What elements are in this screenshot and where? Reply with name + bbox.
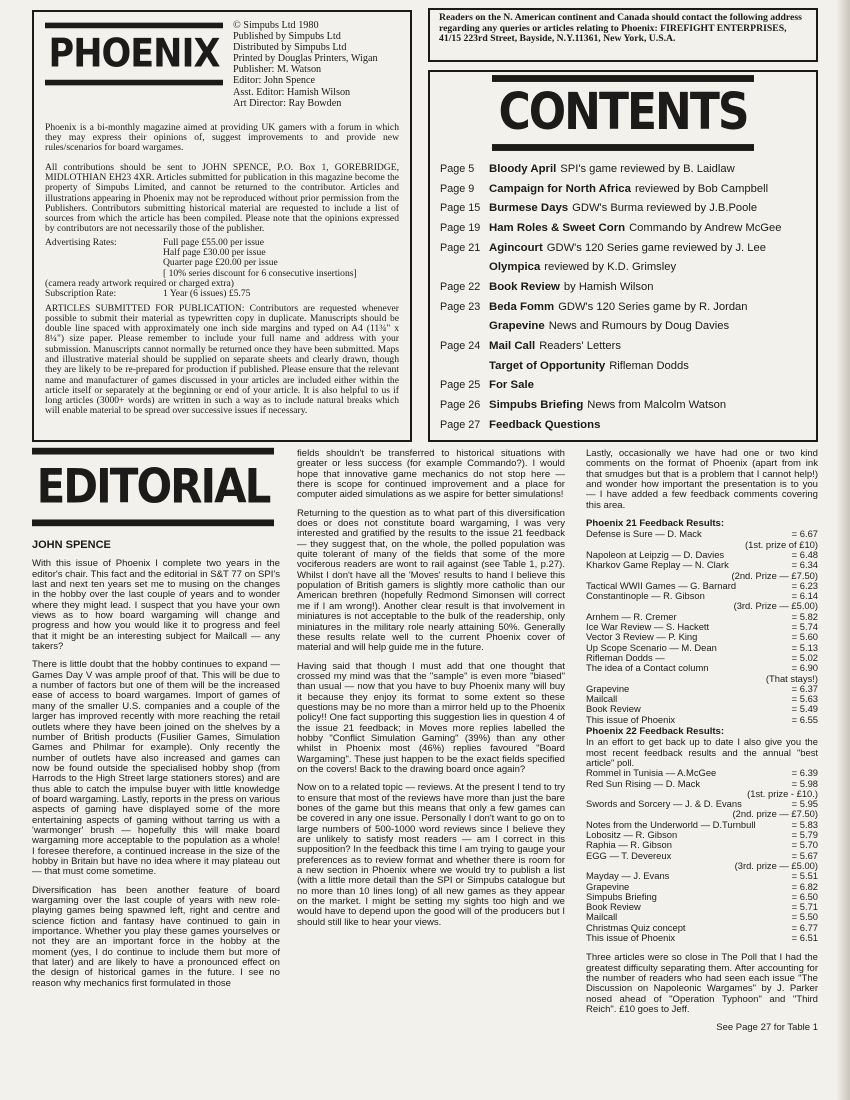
result-name: Rifleman Dodds — <box>586 651 665 663</box>
contents-page-number: Page 9 <box>440 182 475 195</box>
contents-item-description: SPI's game reviewed by B. Laidlaw <box>560 162 735 175</box>
contents-item-description: News from Malcolm Watson <box>587 399 727 412</box>
result-score: = 5.50 <box>791 911 818 923</box>
results-22-list <box>586 768 818 943</box>
contents-item-title: Olympica <box>489 261 541 274</box>
contents-item-title: Campaign for North Africa <box>489 182 631 195</box>
result-score: = 6.67 <box>791 528 818 540</box>
result-score: = 5.51 <box>791 870 818 882</box>
result-name: Book Review <box>586 703 641 715</box>
result-score: = 5.13 <box>791 641 818 653</box>
rate-line: Quarter page £20.00 per issue <box>163 257 278 269</box>
result-name: This issue of Phoenix <box>586 932 676 944</box>
contents-item-title: Bloody April <box>489 162 557 175</box>
contents-item-description: GDW's 120 Series game reviewed by J. Lee <box>546 241 766 254</box>
contents-item <box>440 297 806 317</box>
result-score: = 6.55 <box>791 713 818 725</box>
result-name: Notes from the Underworld — D.Turnbull <box>586 818 756 830</box>
credit-line: Publisher: M. Watson <box>233 64 322 76</box>
north-america-notice <box>428 8 818 62</box>
contents-logo: CONTENTS <box>492 75 754 151</box>
credit-line: Distributed by Simpubs Ltd <box>233 42 347 54</box>
contents-item <box>440 159 806 179</box>
result-name: Red Sun Rising — D. Mack <box>586 777 701 789</box>
contents-item <box>440 277 806 297</box>
result-name: Grapevine <box>586 682 630 694</box>
result-name: Defense is Sure — D. Mack <box>586 528 702 540</box>
contents-item-description: Commando by Andrew McGee <box>629 221 782 234</box>
result-name: Napoleon at Leipzig — D. Davies <box>586 549 725 560</box>
result-row <box>586 871 818 881</box>
result-score: = 5.95 <box>791 798 818 810</box>
contents-page-number: Page 27 <box>440 418 481 431</box>
column-1-body <box>32 559 280 989</box>
editorial-paragraph: There is little doubt that the hobby continues to expand — Games Day V was ample proof of that. This will be due to a number of factors but one of them will be the increased ease of access to board wargames. Import of games of many of the smaller U.S. companies and a couple of the larger has improved recently with more reaching the retail outlets where they have been joined on the shelves by a number of British products (Fusilier Games, Simulation Games and Philmar for example). Only recently the number of outlets have also increased and games can now be found outside the specialised hobby shop (from Harrods to the High Street large stationers stores) and are thus able to catch the impulse buyer with little knowledge of board wargaming. Lastly, reports in the press on various aspects of gaming have displayed some of the more entertaining aspects of gaming without tarring us with a 'warmonger' brush — hopefully this will make board wargaming more acceptable to the population as a whole! I foresee therefore, a continued increase in the size of the hobby in Britain but have no idea where it may plateau out — that must come sometime. <box>32 659 280 878</box>
result-row <box>586 684 818 694</box>
result-prize-note: (2nd. prize — £7.50) <box>732 808 818 820</box>
contents-item-title: Beda Fomm <box>489 300 555 313</box>
contents-item-description: reviewed by K.D. Grimsley <box>544 261 677 274</box>
result-name: Arnhem — R. Cremer <box>586 610 677 622</box>
result-score: = 6.51 <box>791 932 818 944</box>
result-score: = 5.74 <box>791 621 818 633</box>
contents-page-number: Page 21 <box>440 241 481 254</box>
result-name: Constantinople — R. Gibson <box>586 590 705 602</box>
result-name: Simpubs Briefing <box>586 890 657 902</box>
result-score: = 5.49 <box>791 703 818 715</box>
result-prize-note: (1st. prize of £10) <box>745 538 818 550</box>
rate-line: [ 10% series discount for 6 consecutive insertions] <box>163 267 357 279</box>
contents-page-number: Page 24 <box>440 340 481 353</box>
contents-item-title: Simpubs Briefing <box>489 399 584 412</box>
contents-item-title: For Sale <box>489 379 534 392</box>
rate-line: Half page £30.00 per issue <box>163 247 266 259</box>
result-score: = 6.37 <box>791 682 818 694</box>
result-name: Mailcall <box>586 911 618 923</box>
result-name: Mailcall <box>586 693 618 705</box>
result-name: Grapevine <box>586 880 630 892</box>
credit-line: Art Director: Ray Bowden <box>233 97 342 109</box>
contents-item-title: Mail Call <box>489 340 536 353</box>
contents-page-number: Page 26 <box>440 399 481 412</box>
result-score: = 5.82 <box>791 610 818 622</box>
editorial-paragraph: Having said that though I must add that one thought that crossed my mind was that the "sample" is even more "biased" than usual — now that you have to buy Phoenix many will buy it because they enjoy its format to some extent so these questions may be no more than a mirror held up to the Phoenix policy!! One fact supporting this suggestion lies in question 4 of the issue 21 feedback; in Moves more replies labelled the hobby "Conflict Simulation Gaming" (39%) than any other whilst in Phoenix most (46%) replies favoured "Board Wargaming". These just happen to be the exact fields specified on the covers! Back to the drawing board once again? <box>297 660 565 775</box>
result-name: Tactical WWII Games — G. Barnard <box>586 579 737 591</box>
result-score: = 5.02 <box>791 651 818 663</box>
contents-item <box>440 415 806 435</box>
contents-item <box>440 218 806 238</box>
result-prize-note: (2nd. Prize — £7.50) <box>731 569 818 581</box>
result-score: = 6.14 <box>791 590 818 602</box>
result-score: = 5.79 <box>791 829 818 841</box>
result-row <box>586 902 818 912</box>
contents-item <box>440 395 806 415</box>
result-name: EGG — T. Devereux <box>586 849 672 861</box>
editorial-paragraph: Now on to a related topic — reviews. At the present I tend to try to ensure that most of the reviews have more than just the bare bones of the game but this means that only a few games can be covered in any one issue. Personally I don't want to go on to large numbers of 500-1000 word reviews since I believe they are unlikely to satisfy most readers — am I correct in this supposition? In the feedback this time I am trying to gauge your preferences as to review format and whether there is room for a new section in Phoenix where we would try to publish a list (with a little more detail than the SPI or Simpubs catalogue but no more than 10 lines long) of all new games as they appear on the market. I might be setting my sights too high and we would have to depend upon the good will of the producers but I should still like to hear your views. <box>297 782 565 928</box>
editorial-paragraph: fields shouldn't be transferred to historical situations with greater or less success (for example Commando?). I would hope that innovative game mechanics do not stop here — there is scope for continued improvement and a place for computer aided simulations as we aspire for better simulations! <box>297 448 565 501</box>
result-name: Raphia — R. Gibson <box>586 839 672 851</box>
result-score: = 6.23 <box>791 579 818 591</box>
result-score: = 5.71 <box>791 901 818 913</box>
contents-item-description: Rifleman Dodds <box>609 359 689 372</box>
results-21-list <box>586 529 818 725</box>
result-name: Lobositz — R. Gibson <box>586 829 678 841</box>
contents-item <box>440 257 806 277</box>
contents-item-title: Agincourt <box>489 241 543 254</box>
result-score: = 6.39 <box>791 767 818 779</box>
result-score: = 6.34 <box>791 559 818 571</box>
result-prize-note: (3rd. Prize — £5.00) <box>733 600 818 612</box>
results-21-heading: Phoenix 21 Feedback Results: <box>586 518 725 530</box>
notice-text: Readers on the N. American continent and Canada should contact the following address regarding any queries or articles relating to Phoenix: FIREFIGHT ENTERPRISES, 41/15 223rd Street, Bayside, N.Y.11361, New York, U.S.A. <box>439 12 802 45</box>
contents-page-number: Page 23 <box>440 300 481 313</box>
result-score: = 5.83 <box>791 818 818 830</box>
result-name: This issue of Phoenix <box>586 713 676 725</box>
contents-item-title: Book Review <box>489 280 560 293</box>
contents-page-number: Page 5 <box>440 162 475 175</box>
contents-page-number: Page 25 <box>440 379 481 392</box>
credit-line: © Simpubs Ltd 1980 <box>233 20 319 31</box>
contents-item-description: GDW's Burma reviewed by J.B.Poole <box>572 202 758 215</box>
result-name: Vector 3 Review — P. King <box>586 631 698 643</box>
editorial-paragraph: With this issue of Phoenix I complete two years in the editor's chair. This fact and the editorial in S&T 77 on SPI's last and next ten years set me to musing on the changes in the hobby over the last couple of years and to wonder where they might lead. I suspect that you have your own views as to how board wargaming will change and progress and how you would like it to progress and feel that it might be an interesting subject for Mailcall — any takers? <box>32 558 280 653</box>
contents-box <box>428 70 818 442</box>
result-score: = 6.50 <box>791 890 818 902</box>
editorial-column-1 <box>32 540 280 997</box>
result-score: = 5.67 <box>791 849 818 861</box>
articles-submitted-text: ARTICLES SUBMITTED FOR PUBLICATION: Contributors are requested whenever possible to submit their material as typewritten copy in duplicate. Manuscripts should be double line spaced with approximately one inch side margins and typed on A4 (11¾" x 8¼") size paper. Please remember to include your full name and address with your submission. Manuscripts cannot normally be returned once they have been submitted. Maps and illustrative material should be supplied on separate sheets and clearly drawn, though they are likely to be re-prepared for production if published. Please ensure that the relevant name and manufacturer of games discussed in your articles are included either within the article itself or separately at the beginning or end of your article. It is also helpful to us if long articles (3000+ words) are written in such a way as to include natural breaks which will enable material to be spread over successive issues if necessary. <box>45 302 399 417</box>
editorial-column-2 <box>297 449 565 936</box>
result-prize-note: (That stays!) <box>765 672 818 684</box>
editorial-paragraph: Returning to the question as to what part of this diversification does or does not constitute board wargaming, I was very interested and gratified by the results to the issue 21 feedback — they suggest that, on the whole, the polled population was quite tolerant of many of the fields that some of the more vociferous readers are wont to rail against (see Table 1, p.27). Whilst I don't have all the 'Moves' results to hand I believe this population of British gamers is slightly more catholic than our American brethren (hopefully Redmond Simonsen will correct me if I am wrong!). Another clear result is that involvement in miniatures is not acceptable to the bulk of the readership, only miniatures in the military role nearly attaining 50%. Generally these results relate well to the current Phoenix cover of material and will help guide me in the future. <box>297 507 565 654</box>
see-page-note: See Page 27 for Table 1 <box>716 1022 818 1034</box>
result-name: Book Review <box>586 901 641 913</box>
contents-item <box>440 198 806 218</box>
rate-line: Full page £55.00 per issue <box>163 236 264 248</box>
result-score: = 6.82 <box>791 880 818 892</box>
credits-list <box>233 20 378 109</box>
result-score: = 6.90 <box>791 662 818 674</box>
result-score: = 5.70 <box>791 839 818 851</box>
contents-item <box>440 336 806 356</box>
contents-item-description: News and Rumours by Doug Davies <box>548 320 730 333</box>
subscription-rate: 1 Year (6 issues) £5.75 <box>163 288 251 300</box>
result-score: = 5.98 <box>791 777 818 789</box>
contents-item-title: Feedback Questions <box>489 418 601 431</box>
contents-item-description: Readers' Letters <box>539 340 621 353</box>
result-prize-note: (1st. prize - £10.) <box>747 787 818 799</box>
rates-note: (camera ready artwork required or charged extra) <box>45 277 234 289</box>
result-score: = 6.48 <box>791 549 818 560</box>
subscription-label: Subscription Rate: <box>45 288 117 300</box>
contents-item <box>440 317 806 337</box>
result-score: = 5.63 <box>791 693 818 705</box>
table-of-contents <box>440 159 806 435</box>
credit-line: Printed by Douglas Printers, Wigan <box>233 53 378 65</box>
about-text: Phoenix is a bi-monthly magazine aimed at providing UK gamers with a forum in which they may express their opinions of, suggest improvements to and provide new rules/scenarios for board wargames. <box>45 121 399 154</box>
contents-item-description: GDW's 120 Series game by R. Jordan <box>558 300 748 313</box>
result-name: Kharkov Game Replay — N. Clark <box>586 559 729 571</box>
result-name: Up Scope Scenario — M. Dean <box>586 641 717 653</box>
editorial-paragraph: Diversification has been another feature of board wargaming over the last couple of years with new role-playing games being spawned left, right and centre and science fiction and fantasy have continued to gain in importance. Whether you play these games yourselves or not they are an important force in the hobby at the moment (yes, I do continue to include them but more of that later) and are likely to have a pronounced effect on the design of historical games in the future. I see no reason why mechanics first formulated in those <box>32 884 280 989</box>
result-name: Mayday — J. Evans <box>586 870 670 882</box>
contents-item <box>440 356 806 376</box>
editorial-author: JOHN SPENCE <box>32 539 111 551</box>
contents-item-description: by Hamish Wilson <box>563 280 654 293</box>
contents-item-title: Ham Roles & Sweet Corn <box>489 221 626 234</box>
contents-page-number: Page 22 <box>440 280 481 293</box>
result-name: Ice War Review — S. Hackett <box>586 621 710 633</box>
result-name: Christmas Quiz concept <box>586 921 686 933</box>
contents-item-description: reviewed by Bob Campbell <box>634 182 769 195</box>
masthead-box <box>32 10 412 442</box>
editorial-logo: EDITORIAL <box>32 448 274 526</box>
contents-item <box>440 376 806 396</box>
result-name: Rommel in Tunisia — A.McGee <box>586 767 717 779</box>
contents-item-title: Burmese Days <box>489 202 569 215</box>
column-2-body <box>297 449 565 928</box>
result-name: The idea of a Contact column <box>586 662 709 674</box>
contributions-text: All contributions should be sent to JOHN SPENCE, P.O. Box 1, GOREBRIDGE, MIDLOTHIAN EH23 4XR. Articles submitted for publication in this magazine become the property of Simpubs Limited, and cannot be returned to the contributor. Articles and illustrations appearing in Phoenix may not be reproduced without prior permission from the Publishers. Contributors submitting historical material are requested to include a list of sources from which the article has been compiled. Please note that the opinions expressed by contributors are not necessarily those of the publisher. <box>45 161 399 235</box>
results-22-intro: In an effort to get back up to date I also give you the most recent feedback results and the annual "best article" poll. <box>586 736 818 768</box>
contents-page-number: Page 15 <box>440 202 481 215</box>
results-22-heading: Phoenix 22 Feedback Results: <box>586 726 725 738</box>
result-score: = 5.60 <box>791 631 818 643</box>
contents-item <box>440 238 806 258</box>
editorial-column-3 <box>586 449 818 1034</box>
credit-line: Editor: John Spence <box>233 75 316 87</box>
result-row <box>586 715 818 725</box>
phoenix-logo: PHOENIX <box>45 23 223 86</box>
rates-list <box>163 238 399 279</box>
rates-label: Advertising Rates: <box>45 236 117 248</box>
credit-line: Asst. Editor: Hamish Wilson <box>233 86 351 98</box>
contents-item <box>440 179 806 199</box>
contents-item-title: Grapevine <box>489 320 545 333</box>
column-3-intro: Lastly, occasionally we have had one or two kind comments on the format of Phoenix (apart from ink that smudges but that is a problem that I cannot help!) and wonder how important the presentation is to you — I have added a few feedback comments covering this area. <box>586 448 818 511</box>
advertising-rates <box>45 238 399 279</box>
closing-paragraph: Three articles were so close in The Poll that I had the greatest difficulty separating them. After accounting for the number of readers who had seen each issue "The Discussion on Napoleonic Wargames" by J. Parker nosed ahead of "Operation Typhoon" and "Third Reich". £10 goes to Jeff. <box>586 952 818 1016</box>
result-row <box>586 933 818 943</box>
result-name: Swords and Sorcery — J. & D. Evans <box>586 798 742 810</box>
page-edge-shadow <box>836 0 850 1100</box>
credit-line: Published by Simpubs Ltd <box>233 31 341 43</box>
contents-item-title: Target of Opportunity <box>489 359 606 372</box>
contents-page-number: Page 19 <box>440 221 481 234</box>
rates-footer <box>45 279 399 300</box>
result-prize-note: (3rd. prize — £5.00) <box>734 859 818 871</box>
result-score: = 6.77 <box>791 921 818 933</box>
